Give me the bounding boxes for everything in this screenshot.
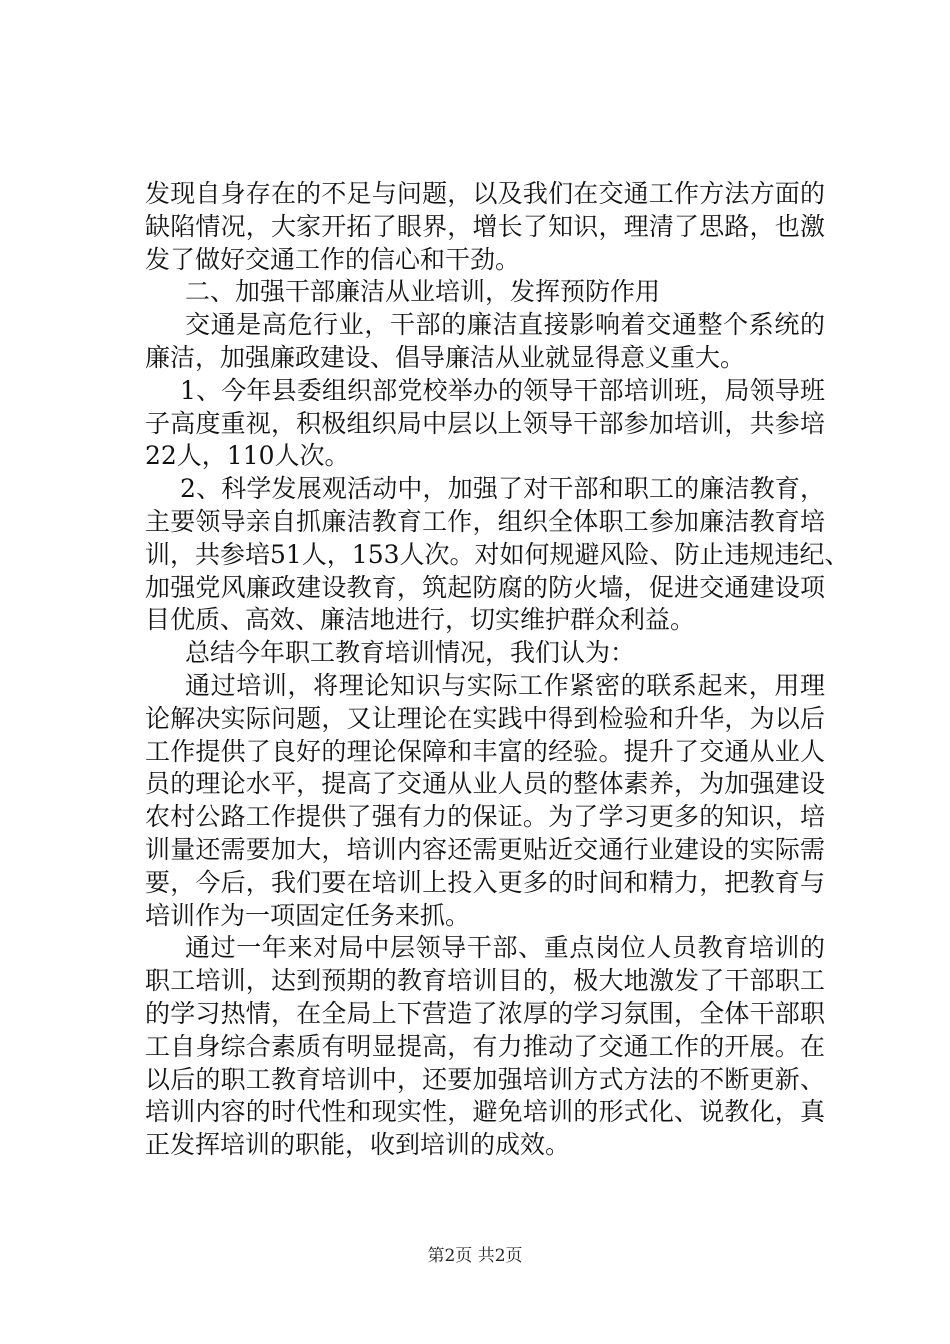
- text-line: 培训作为一项固定任务来抓。: [145, 900, 471, 930]
- text-line: 主要领导亲自抓廉洁教育工作，组织全体职工参加廉洁教育培: [145, 506, 825, 536]
- text-line: 的学习热情，在全局上下营造了浓厚的学习氛围，全体干部职: [145, 998, 825, 1028]
- text-line: 正发挥培训的职能，收到培训的成效。: [145, 1130, 571, 1160]
- text-line: 工自身综合素质有明显提高，有力推动了交通工作的开展。在: [145, 1031, 825, 1061]
- text-line: 论解决实际问题，又让理论在实践中得到检验和升华，为以后: [145, 703, 825, 733]
- text-line: 训，共参培51人，153人次。对如何规避风险、防止违规违纪、: [145, 539, 850, 569]
- text-line: 子高度重视，积极组织局中层以上领导干部参加培训，共参培: [145, 408, 825, 438]
- text-line: 1、今年县委组织部党校举办的领导干部培训班，局领导班: [180, 375, 825, 405]
- text-line: 以后的职工教育培训中，还要加强培训方式方法的不断更新、: [145, 1064, 825, 1094]
- text-line: 通过一年来对局中层领导干部、重点岗位人员教育培训的: [185, 933, 825, 963]
- text-line: 廉洁，加强廉政建设、倡导廉洁从业就显得意义重大。: [145, 342, 746, 372]
- text-line: 22人，110人次。: [145, 441, 350, 471]
- text-line: 训量还需要加大，培训内容还需更贴近交通行业建设的实际需: [145, 834, 825, 864]
- text-line: 要，今后，我们要在培训上投入更多的时间和精力，把教育与: [145, 867, 825, 897]
- text-line: 发了做好交通工作的信心和干劲。: [145, 244, 521, 274]
- text-line: 员的理论水平，提高了交通从业人员的整体素养，为加强建设: [145, 769, 825, 799]
- text-line: 通过培训，将理论知识与实际工作紧密的联系起来，用理: [185, 670, 825, 700]
- text-line: 目优质、高效、廉洁地进行，切实维护群众利益。: [145, 605, 696, 635]
- text-line: 加强党风廉政建设教育，筑起防腐的防火墙，促进交通建设项: [145, 572, 825, 602]
- text-line: 农村公路工作提供了强有力的保证。为了学习更多的知识，培: [145, 802, 825, 832]
- text-line: 发现自身存在的不足与问题，以及我们在交通工作方法方面的: [145, 179, 825, 208]
- text-line: 总结今年职工教育培训情况，我们认为：: [185, 638, 636, 668]
- text-line: 缺陷情况，大家开拓了眼界，增长了知识，理清了思路，也激: [145, 211, 825, 241]
- text-line: 职工培训，达到预期的教育培训目的，极大地激发了干部职工: [145, 966, 825, 996]
- page-number: 第2页 共2页: [427, 1246, 523, 1266]
- section-heading: 二、加强干部廉洁从业培训，发挥预防作用: [185, 277, 661, 307]
- text-line: 工作提供了良好的理论保障和丰富的经验。提升了交通从业人: [145, 736, 825, 766]
- text-line: 2、科学发展观活动中，加强了对干部和职工的廉洁教育，: [180, 474, 825, 504]
- document-body: [145, 178, 850, 1162]
- text-line: 交通是高危行业，干部的廉洁直接影响着交通整个系统的: [185, 310, 825, 340]
- text-line: 培训内容的时代性和现实性，避免培训的形式化、说教化，真: [145, 1097, 825, 1127]
